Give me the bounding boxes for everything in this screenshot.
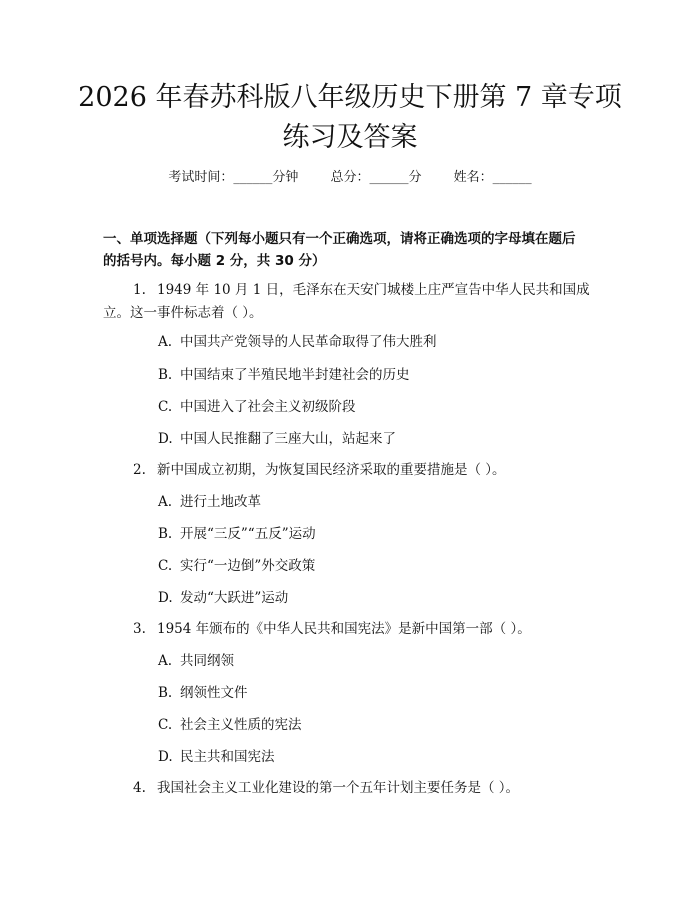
option-text: 开展“三反”“五反”运动 <box>180 526 316 542</box>
question-2-option-d <box>158 588 288 608</box>
option-letter: C. <box>158 399 173 415</box>
question-number: 3. <box>133 621 146 637</box>
option-text: 中国人民推翻了三座大山，站起来了 <box>180 431 396 447</box>
option-letter: A. <box>158 334 173 350</box>
question-2-option-b <box>158 524 316 544</box>
question-text: 1954 年颁布的《中华人民共和国宪法》是新中国第一部（ ）。 <box>157 621 531 637</box>
option-text: 中国结束了半殖民地半封建社会的历史 <box>180 367 410 383</box>
option-text: 中国进入了社会主义初级阶段 <box>180 399 356 415</box>
question-text: 1949 年 10 月 1 日，毛泽东在天安门城楼上庄严宣告中华人民共和国成 <box>157 282 590 298</box>
option-text: 中国共产党领导的人民革命取得了伟大胜利 <box>180 334 437 350</box>
option-letter: C. <box>158 717 173 733</box>
document-title-line-1: 2026 年春苏科版八年级历史下册第 7 章专项 <box>78 82 622 113</box>
section-heading <box>103 228 603 272</box>
question-4 <box>103 777 603 800</box>
question-2-option-a <box>158 492 261 512</box>
option-letter: C. <box>158 558 173 574</box>
option-text: 民主共和国宪法 <box>180 749 275 765</box>
question-1-option-a <box>158 332 437 352</box>
section-heading-line-1: 一、单项选择题（下列每小题只有一个正确选项，请将正确选项的字母填在题后 <box>103 231 576 247</box>
exam-time-field: 考试时间：______分钟 <box>168 170 299 185</box>
question-number: 2. <box>133 462 146 478</box>
question-3-option-c <box>158 715 302 735</box>
question-1-line-2: 立。这一事件标志着（ ）。 <box>103 305 263 321</box>
option-letter: A. <box>158 494 173 510</box>
question-2-option-c <box>158 556 315 576</box>
option-letter: B. <box>158 367 173 383</box>
question-3-option-b <box>158 683 248 703</box>
question-number: 1. <box>133 282 146 298</box>
question-2 <box>103 459 603 482</box>
option-letter: D. <box>158 431 173 447</box>
option-text: 社会主义性质的宪法 <box>180 717 302 733</box>
question-text: 我国社会主义工业化建设的第一个五年计划主要任务是（ ）。 <box>157 780 520 796</box>
section-heading-line-2: 的括号内。每小题 2 分，共 30 分） <box>103 253 326 269</box>
option-text: 进行土地改革 <box>180 494 261 510</box>
question-1-option-d <box>158 429 396 449</box>
question-1-option-c <box>158 397 356 417</box>
question-3 <box>103 618 603 641</box>
option-letter: D. <box>158 590 173 606</box>
question-2-line-1 <box>103 459 603 482</box>
option-letter: A. <box>158 653 173 669</box>
option-letter: D. <box>158 749 173 765</box>
option-text: 实行“一边倒”外交政策 <box>180 558 316 574</box>
exam-info <box>0 168 700 188</box>
option-text: 发动“大跃进”运动 <box>180 590 289 606</box>
option-text: 纲领性文件 <box>180 685 248 701</box>
question-1-option-b <box>158 365 410 385</box>
student-name-field: 姓名：______ <box>453 170 532 185</box>
question-4-line-1 <box>103 777 603 800</box>
total-score-field: 总分：______分 <box>330 170 422 185</box>
option-letter: B. <box>158 526 173 542</box>
option-letter: B. <box>158 685 173 701</box>
question-1-line-1 <box>103 279 603 302</box>
question-3-option-d <box>158 747 275 767</box>
question-3-line-1 <box>103 618 603 641</box>
document-title-line-2: 练习及答案 <box>282 122 418 153</box>
option-text: 共同纲领 <box>180 653 234 669</box>
question-1 <box>103 279 603 325</box>
question-text: 新中国成立初期，为恢复国民经济采取的重要措施是（ ）。 <box>157 462 506 478</box>
question-number: 4. <box>133 780 146 796</box>
question-3-option-a <box>158 651 234 671</box>
